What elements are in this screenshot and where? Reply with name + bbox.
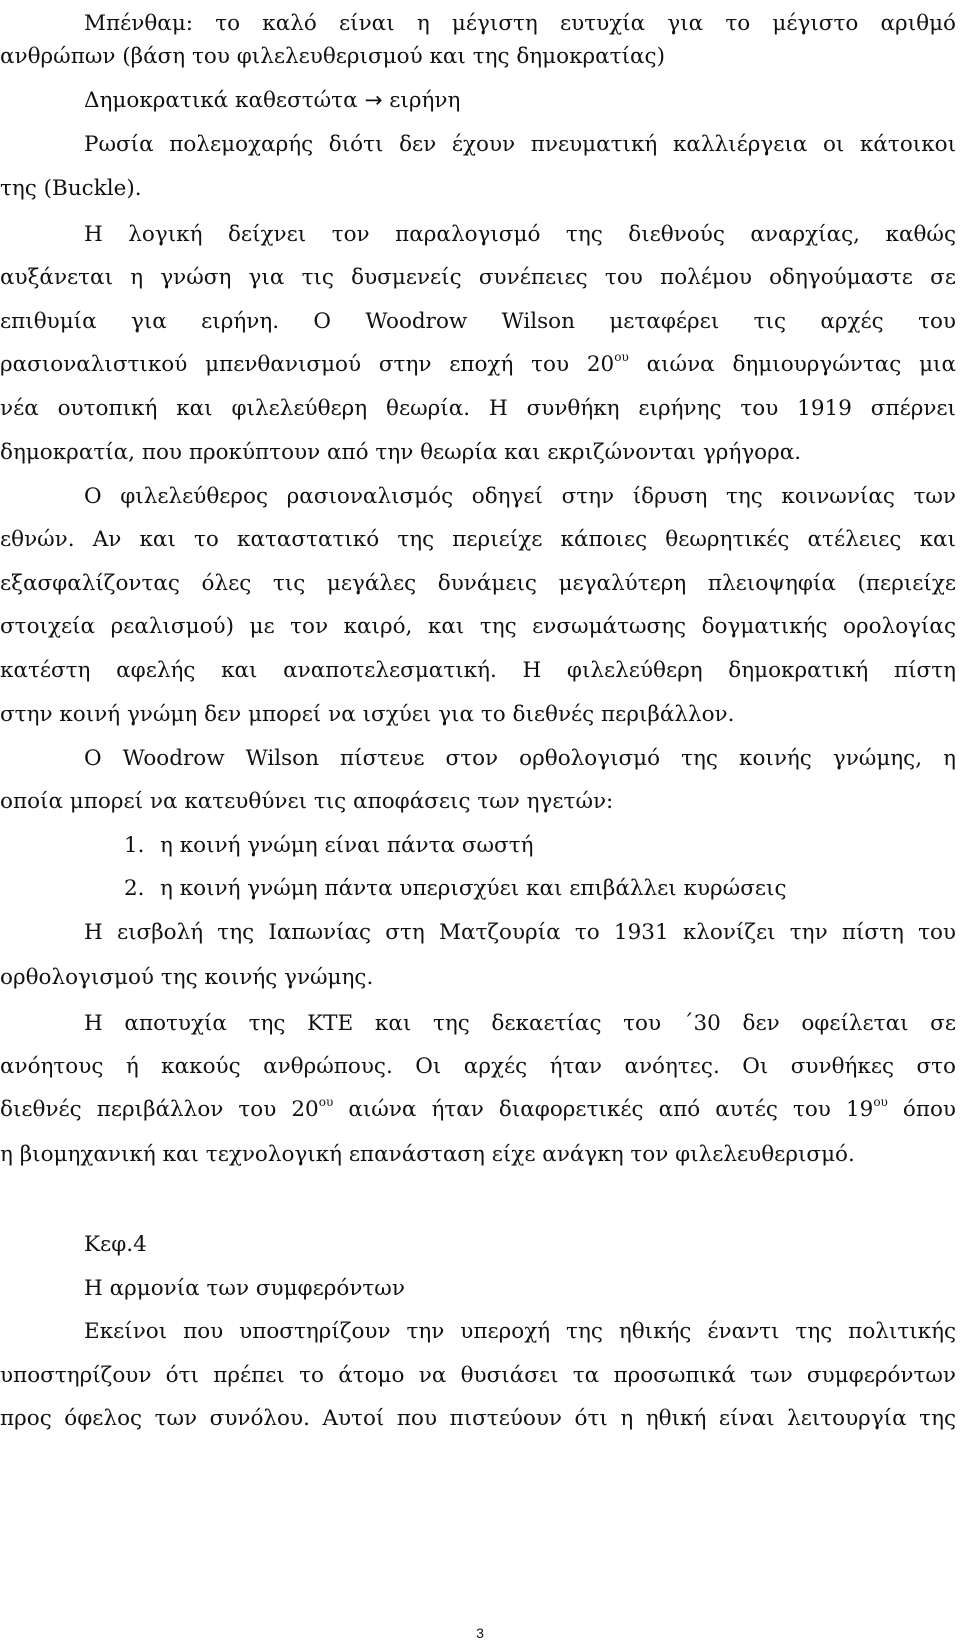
text-line: προς όφελος των συνόλου. Αυτοί που πιστεύουν ότι η ηθική είναι λειτουργία της [0,1406,956,1431]
text-line: στην κοινή γνώμη δεν μπορεί να ισχύει για το διεθνές περιβάλλον. [0,702,735,727]
text-span: Δημοκρατικά καθεστώτα [84,88,358,113]
text-line: ορθολογισμού της κοινής γνώμης. [0,965,374,990]
text-line: κατέστη αφελής και αναποτελεσματική. Η φιλελεύθερη δημοκρατική πίστη [0,658,956,683]
text-line: Ρωσία πολεμοχαρής διότι δεν έχουν πνευματική καλλιέργεια οι κάτοικοι [84,132,956,157]
list-item-text: η κοινή γνώμη είναι πάντα σωστή [160,833,534,858]
text-line: οποία μπορεί να κατευθύνει τις αποφάσεις των ηγετών: [0,789,614,814]
text-line: Η αποτυχία της ΚΤΕ και της δεκαετίας του ΄30 δεν οφείλεται σε [84,1011,956,1036]
superscript: ου [318,1094,334,1109]
text-line [84,78,956,124]
text-line: νέα ουτοπική και φιλελεύθερη θεωρία. Η συνθήκη ειρήνης του 1919 σπέρνει [0,396,956,421]
text-line: Η λογική δείχνει τον παραλογισμό της διεθνούς αναρχίας, καθώς [84,222,956,247]
text-line: ανθρώπων (βάση του φιλελευθερισμού και της δημοκρατίας) [0,44,665,69]
superscript: ου [614,349,629,364]
text-line: η βιομηχανική και τεχνολογική επανάσταση είχε ανάγκη τον φιλελευθερισμό. [0,1142,855,1167]
list-item [124,823,904,869]
text-line [0,342,956,388]
text-line: Εκείνοι που υποστηρίζουν την υπεροχή της ηθικής έναντι της πολιτικής [84,1319,956,1344]
list-number: 2. [124,876,145,901]
text-line: στοιχεία ρεαλισμού) με τον καιρό, και της ενσωμάτωσης δογματικής ορολογίας [0,614,956,639]
text-line: αυξάνεται η γνώση για τις δυσμενείς συνέπειες του πολέμου οδηγούμαστε σε [0,265,956,290]
text-span: ρασιοναλιστικού μπενθανισμού στην εποχή του 20 [0,352,615,377]
text-line: Ο Woodrow Wilson πίστευε στον ορθολογισμό της κοινής γνώμης, η [84,746,956,771]
chapter-label: Κεφ.4 [84,1232,147,1257]
text-line: Η εισβολή της Ιαπωνίας στη Ματζουρία το 1931 κλονίζει την πίστη του [84,920,956,945]
text-span: όπου [887,1097,956,1122]
text-span: διεθνές περιβάλλον του 20 [0,1097,319,1122]
text-line: δημοκρατία, που προκύπτουν από την θεωρία και εκριζώνονται γρήγορα. [0,440,802,465]
text-line: της (Buckle). [0,176,142,201]
page-number: 3 [476,1625,484,1641]
chapter-title: Η αρμονία των συμφερόντων [84,1276,405,1301]
arrow-right-icon: → [364,88,383,113]
text-line: εξασφαλίζοντας όλες τις μεγάλες δυνάμεις μεγαλύτερη πλειοψηφία (περιείχε [0,571,956,596]
text-line: ανόητους ή κακούς ανθρώπους. Οι αρχές ήταν ανόητες. Οι συνθήκες στο [0,1054,956,1079]
list-item [124,866,904,912]
list-item-text: η κοινή γνώμη πάντα υπερισχύει και επιβάλλει κυρώσεις [160,876,787,901]
text-line: υποστηρίζουν ότι πρέπει το άτομο να θυσιάσει τα προσωπικά των συμφερόντων [0,1363,956,1388]
list-number: 1. [124,833,145,858]
text-line: Ο φιλελεύθερος ρασιοναλισμός οδηγεί στην ίδρυση της κοινωνίας των [84,484,956,509]
text-span: αιώνα δημιουργώντας μια [628,352,956,377]
text-line: Μπένθαμ: το καλό είναι η μέγιστη ευτυχία για το μέγιστο αριθμό [84,11,956,36]
superscript: ου [873,1094,888,1109]
text-line [0,1087,956,1133]
text-span: ειρήνη [389,88,461,113]
text-span: αιώνα ήταν διαφορετικές από αυτές του 19 [333,1097,874,1122]
text-line: επιθυμία για ειρήνη. Ο Woodrow Wilson μεταφέρει τις αρχές του [0,309,956,334]
text-line: εθνών. Αν και το καταστατικό της περιείχε κάποιες θεωρητικές ατέλειες και [0,527,956,552]
